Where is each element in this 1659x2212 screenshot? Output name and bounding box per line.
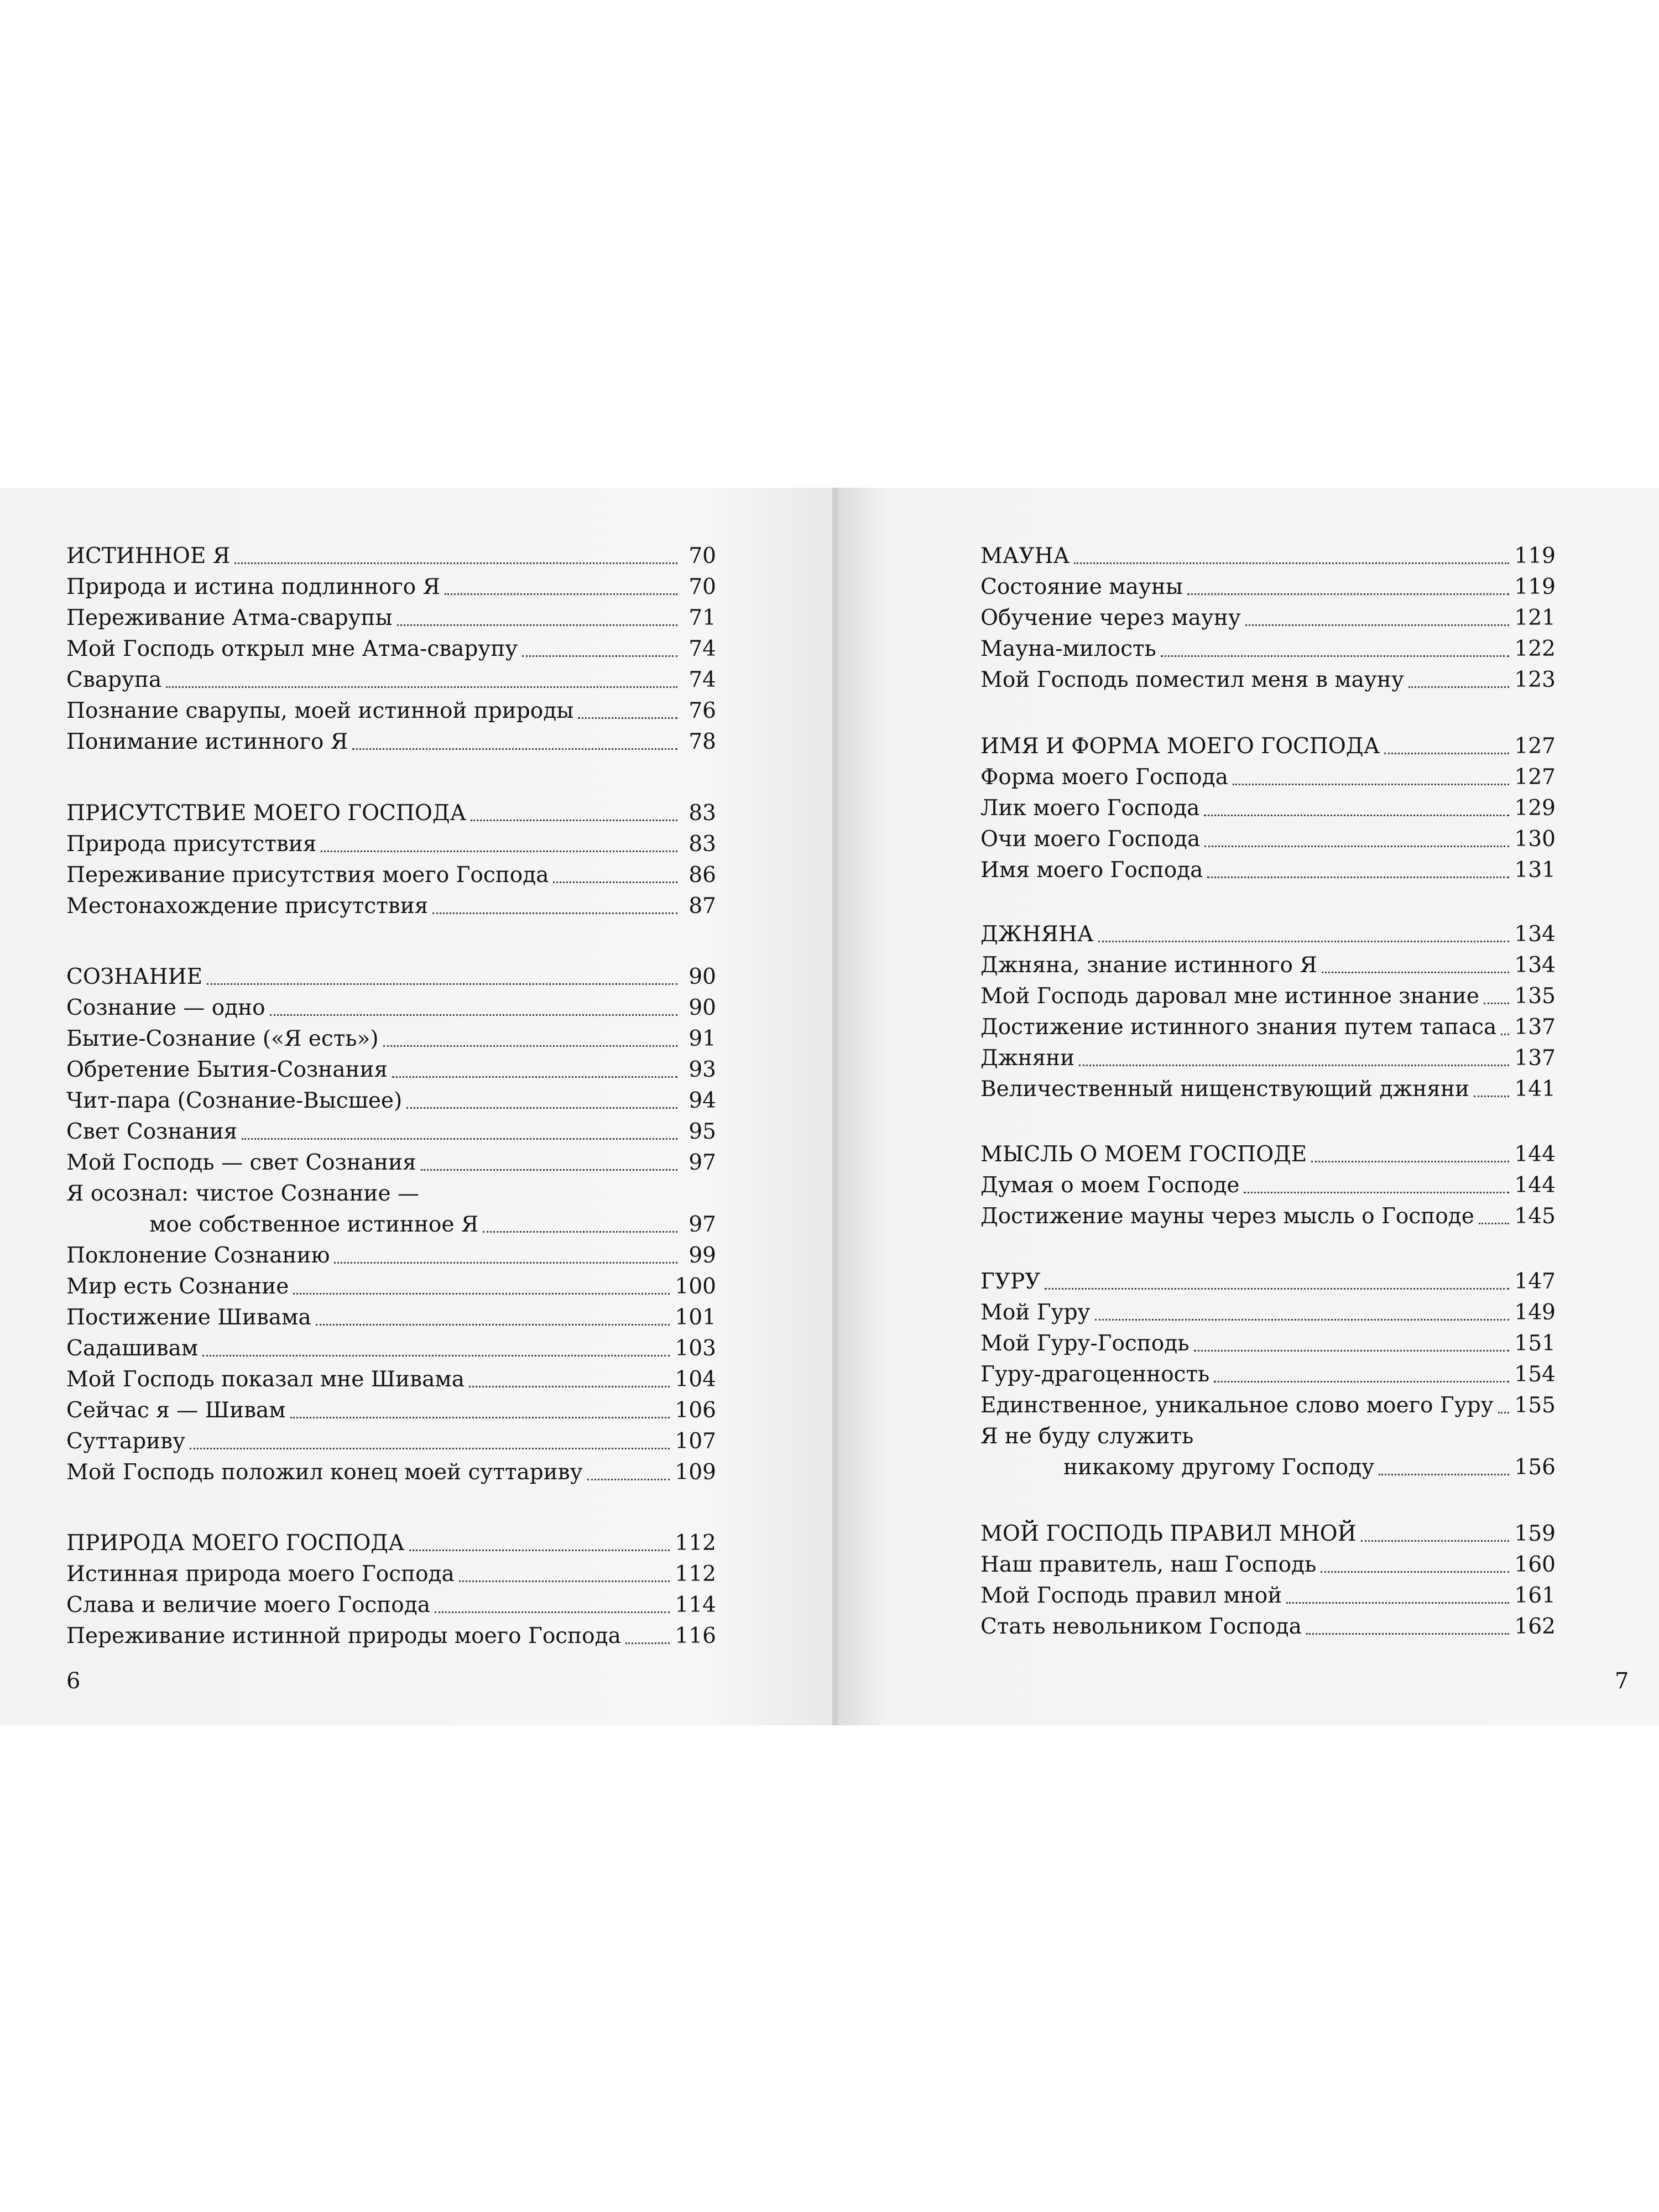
dot-leader bbox=[397, 622, 677, 626]
toc-entry bbox=[980, 981, 1556, 1012]
toc-entry bbox=[980, 1170, 1556, 1201]
entry-page: 127 bbox=[1514, 765, 1556, 790]
dot-leader bbox=[321, 848, 677, 852]
entry-title: Слава и величие моего Господа bbox=[66, 1593, 431, 1618]
entry-page: 144 bbox=[1514, 1173, 1556, 1198]
entry-page: 149 bbox=[1514, 1300, 1556, 1325]
toc-entry bbox=[66, 634, 716, 665]
dot-leader bbox=[1204, 812, 1509, 816]
toc-entry bbox=[66, 603, 716, 634]
entry-page: 83 bbox=[688, 801, 716, 826]
dot-leader bbox=[1079, 1062, 1509, 1066]
dot-leader bbox=[553, 879, 677, 883]
section-title: ПРИРОДА МОЕГО ГОСПОДА bbox=[66, 1531, 405, 1556]
toc-entry bbox=[980, 793, 1556, 824]
entry-title: Сейчас я — Шивам bbox=[66, 1398, 286, 1423]
entry-title: Имя моего Господа bbox=[980, 858, 1203, 883]
dot-leader bbox=[207, 981, 677, 985]
entry-title: Поклонение Сознанию bbox=[66, 1243, 330, 1268]
dot-leader bbox=[578, 715, 677, 719]
entry-page: 106 bbox=[675, 1398, 716, 1423]
entry-page: 74 bbox=[688, 637, 716, 661]
toc-entry bbox=[980, 1452, 1556, 1483]
entry-page: 144 bbox=[1514, 1142, 1556, 1167]
dot-leader bbox=[1384, 750, 1509, 754]
toc-entry bbox=[66, 665, 716, 696]
entry-title: Мой Господь даровал мне истинное знание bbox=[980, 984, 1479, 1009]
toc-entry bbox=[980, 1580, 1556, 1611]
toc-entry bbox=[66, 829, 716, 860]
entry-title: Я осознал: чистое Сознание — bbox=[66, 1181, 419, 1206]
entry-page: 100 bbox=[675, 1274, 716, 1299]
section-title: МОЙ ГОСПОДЬ ПРАВИЛ МНОЙ bbox=[980, 1521, 1357, 1546]
section-title: ПРИСУТСТВИЕ МОЕГО ГОСПОДА bbox=[66, 801, 467, 826]
entry-title: никакому другому Господу bbox=[1063, 1455, 1375, 1480]
entry-title: Достижение мауны через мысль о Господе bbox=[980, 1204, 1474, 1229]
toc-entry bbox=[66, 1590, 716, 1621]
entry-title: Мой Гуру bbox=[980, 1300, 1091, 1325]
toc-entry bbox=[66, 1271, 716, 1302]
entry-page: 122 bbox=[1514, 637, 1556, 661]
entry-title: Стать невольником Господа bbox=[980, 1614, 1302, 1639]
entry-title: ИСТИННОЕ Я bbox=[66, 544, 231, 568]
toc-entry bbox=[980, 1390, 1556, 1421]
entry-page: 119 bbox=[1514, 544, 1556, 568]
entry-page: 134 bbox=[1514, 953, 1556, 978]
section-title: ДЖНЯНА bbox=[980, 922, 1094, 947]
toc-entry bbox=[980, 762, 1556, 793]
toc-entry bbox=[980, 1359, 1556, 1390]
dot-leader bbox=[1286, 1600, 1509, 1604]
entry-title: мое собственное истинное Я bbox=[149, 1212, 479, 1237]
dot-leader bbox=[334, 1260, 677, 1264]
entry-title: Истинная природа моего Господа bbox=[66, 1562, 455, 1587]
toc-entry bbox=[980, 572, 1556, 603]
entry-page: 147 bbox=[1514, 1269, 1556, 1294]
toc-section bbox=[66, 1528, 716, 1559]
dot-leader bbox=[1074, 560, 1509, 564]
entry-title: Я не буду служить bbox=[980, 1424, 1194, 1449]
entry-page: 109 bbox=[675, 1460, 716, 1485]
dot-leader bbox=[1214, 1379, 1509, 1383]
entry-page: 127 bbox=[1514, 734, 1556, 759]
toc-entry bbox=[980, 1043, 1556, 1074]
dot-leader bbox=[406, 1105, 677, 1109]
entry-page: 71 bbox=[688, 606, 716, 630]
page-number-right: 7 bbox=[1615, 1668, 1629, 1694]
entry-page: 97 bbox=[688, 1212, 716, 1237]
entry-page: 93 bbox=[688, 1057, 716, 1082]
toc-entry bbox=[66, 1117, 716, 1147]
toc-entry bbox=[66, 1024, 716, 1055]
dot-leader bbox=[234, 560, 677, 564]
entry-page: 130 bbox=[1514, 827, 1556, 852]
dot-leader bbox=[432, 910, 677, 914]
toc-entry bbox=[980, 634, 1556, 665]
toc-entry bbox=[980, 1611, 1556, 1642]
entry-page: 95 bbox=[688, 1119, 716, 1144]
entry-title: Джняни bbox=[980, 1046, 1075, 1071]
dot-leader bbox=[409, 1547, 670, 1551]
toc-entry bbox=[66, 993, 716, 1024]
toc-entry bbox=[66, 1086, 716, 1117]
toc-entry bbox=[980, 1074, 1556, 1105]
entry-page: 97 bbox=[688, 1150, 716, 1175]
entry-page: 156 bbox=[1514, 1455, 1556, 1480]
dot-leader bbox=[1474, 1093, 1509, 1097]
dot-leader bbox=[166, 684, 677, 688]
entry-page: 135 bbox=[1514, 984, 1556, 1009]
entry-page: 131 bbox=[1514, 858, 1556, 883]
dot-leader bbox=[1245, 622, 1509, 626]
dot-leader bbox=[1501, 1031, 1509, 1035]
toc-entry bbox=[980, 950, 1556, 981]
entry-page: 112 bbox=[675, 1562, 716, 1587]
entry-title: Мир есть Сознание bbox=[66, 1274, 289, 1299]
entry-page: 121 bbox=[1514, 606, 1556, 630]
entry-title: Мауна-милость bbox=[980, 637, 1156, 661]
toc-entry bbox=[66, 1178, 716, 1209]
entry-page: 90 bbox=[688, 964, 716, 989]
entry-title: Садашивам bbox=[66, 1336, 199, 1361]
entry-page: 94 bbox=[688, 1088, 716, 1113]
toc-entry bbox=[66, 1055, 716, 1086]
dot-leader bbox=[1311, 1159, 1509, 1162]
toc-entry bbox=[980, 824, 1556, 855]
toc-entry bbox=[66, 696, 716, 727]
entry-page: 91 bbox=[688, 1026, 716, 1051]
entry-title: Наш правитель, наш Господь bbox=[980, 1552, 1317, 1577]
toc-entry bbox=[980, 603, 1556, 634]
toc-entry bbox=[980, 1421, 1556, 1452]
entry-page: 160 bbox=[1514, 1552, 1556, 1577]
dot-leader bbox=[392, 1074, 677, 1078]
dot-leader bbox=[435, 1609, 670, 1613]
dot-leader bbox=[522, 653, 677, 657]
entry-title: Величественный нищенствующий джняни bbox=[980, 1077, 1469, 1102]
dot-leader bbox=[1361, 1538, 1509, 1542]
entry-title: Гуру-драгоценность bbox=[980, 1362, 1210, 1387]
entry-page: 90 bbox=[688, 995, 716, 1020]
entry-title: Понимание истинного Я bbox=[66, 729, 348, 754]
entry-title: Очи моего Господа bbox=[980, 827, 1201, 852]
dot-leader bbox=[1194, 1348, 1509, 1352]
entry-page: 70 bbox=[688, 544, 716, 568]
dot-leader bbox=[383, 1043, 677, 1047]
entry-title: Познание сварупы, моей истинной природы bbox=[66, 698, 574, 723]
entry-title: Единственное, уникальное слово моего Гуру bbox=[980, 1393, 1494, 1418]
toc-section bbox=[980, 1266, 1556, 1297]
dot-leader bbox=[190, 1446, 669, 1449]
toc-entry bbox=[66, 1240, 716, 1271]
toc-entry bbox=[980, 1550, 1556, 1580]
entry-title: Природа и истина подлинного Я bbox=[66, 575, 441, 599]
toc-entry bbox=[66, 1559, 716, 1590]
entry-title: Достижение истинного знания путем тапаса bbox=[980, 1015, 1497, 1040]
dot-leader bbox=[469, 1384, 670, 1387]
entry-page: 76 bbox=[688, 698, 716, 723]
entry-title: Обучение через мауну bbox=[980, 606, 1241, 630]
entry-title: Бытие-Сознание («Я есть») bbox=[66, 1026, 379, 1051]
toc-entry bbox=[66, 1302, 716, 1333]
section-title: ГУРУ bbox=[980, 1269, 1041, 1294]
toc-entry bbox=[66, 1147, 716, 1178]
dot-leader bbox=[483, 1229, 677, 1233]
entry-title: Местонахождение присутствия bbox=[66, 894, 429, 919]
section-title: СОЗНАНИЕ bbox=[66, 964, 203, 989]
entry-page: 151 bbox=[1514, 1331, 1556, 1356]
dot-leader bbox=[1045, 1286, 1509, 1290]
entry-page: 123 bbox=[1514, 667, 1556, 692]
entry-title: Мой Господь показал мне Шивама bbox=[66, 1367, 465, 1392]
toc-section bbox=[980, 919, 1556, 950]
dot-leader bbox=[1187, 591, 1509, 595]
dot-leader bbox=[242, 1136, 677, 1140]
entry-title: Мой Господь открыл мне Атма-сварупу bbox=[66, 637, 518, 661]
dot-leader bbox=[587, 1477, 670, 1480]
toc-section bbox=[980, 731, 1556, 762]
entry-title: Сознание — одно bbox=[66, 995, 265, 1020]
entry-page: 86 bbox=[688, 863, 716, 888]
right-page bbox=[838, 488, 1659, 1725]
dot-leader bbox=[1321, 1569, 1509, 1573]
entry-title: Мой Господь положил конец моей суттариву bbox=[66, 1460, 583, 1485]
entry-page: 107 bbox=[675, 1429, 716, 1454]
dot-leader bbox=[421, 1167, 677, 1171]
entry-title: Переживание Атма-сварупы bbox=[66, 606, 393, 630]
entry-title: Свет Сознания bbox=[66, 1119, 238, 1144]
entry-page: 154 bbox=[1514, 1362, 1556, 1387]
dot-leader bbox=[290, 1415, 670, 1418]
toc-entry bbox=[66, 1333, 716, 1364]
entry-title: Переживание присутствия моего Господа bbox=[66, 863, 549, 888]
entry-page: 161 bbox=[1514, 1583, 1556, 1608]
entry-page: 78 bbox=[688, 729, 716, 754]
dot-leader bbox=[1095, 1317, 1509, 1321]
entry-title: Думая о моем Господе bbox=[980, 1173, 1240, 1198]
entry-title: Лик моего Господа bbox=[980, 796, 1200, 821]
page-number-left: 6 bbox=[66, 1668, 81, 1694]
entry-page: 101 bbox=[675, 1305, 716, 1330]
toc-entry bbox=[980, 1328, 1556, 1359]
toc-entry bbox=[66, 1364, 716, 1395]
entry-title: Мой Господь — свет Сознания bbox=[66, 1150, 416, 1175]
dot-leader bbox=[471, 817, 677, 821]
entry-title: Природа присутствия bbox=[66, 832, 317, 857]
toc-entry bbox=[66, 572, 716, 603]
toc-entry bbox=[980, 1012, 1556, 1043]
toc-section bbox=[980, 1139, 1556, 1170]
entry-page: 119 bbox=[1514, 575, 1556, 599]
entry-page: 145 bbox=[1514, 1204, 1556, 1229]
toc-entry bbox=[66, 1209, 716, 1240]
entry-page: 134 bbox=[1514, 922, 1556, 947]
dot-leader bbox=[1207, 874, 1509, 878]
entry-page: 83 bbox=[688, 832, 716, 857]
entry-page: 112 bbox=[675, 1531, 716, 1556]
section-title: ИМЯ И ФОРМА МОЕГО ГОСПОДА bbox=[980, 734, 1380, 759]
dot-leader bbox=[1479, 1220, 1509, 1224]
dot-leader bbox=[316, 1322, 670, 1326]
dot-leader bbox=[445, 591, 677, 595]
entry-title: Мой Господь правил мной bbox=[980, 1583, 1282, 1608]
entry-title: Постижение Шивама bbox=[66, 1305, 311, 1330]
dot-leader bbox=[1498, 1410, 1509, 1413]
toc-section bbox=[66, 962, 716, 993]
entry-page: 159 bbox=[1514, 1521, 1556, 1546]
entry-page: 99 bbox=[688, 1243, 716, 1268]
entry-title: Мой Господь поместил меня в мауну bbox=[980, 667, 1404, 692]
entry-title: Форма моего Господа bbox=[980, 765, 1228, 790]
entry-title: Суттариву bbox=[66, 1429, 186, 1454]
toc-entry bbox=[66, 1426, 716, 1457]
entry-title: Переживание истинной природы моего Господа bbox=[66, 1624, 621, 1648]
left-page bbox=[0, 488, 832, 1725]
entry-page: 74 bbox=[688, 667, 716, 692]
entry-title: Обретение Бытия-Сознания bbox=[66, 1057, 388, 1082]
toc-entry bbox=[66, 1395, 716, 1426]
dot-leader bbox=[1161, 653, 1509, 657]
entry-page: 137 bbox=[1514, 1046, 1556, 1071]
toc-entry bbox=[980, 1297, 1556, 1328]
dot-leader bbox=[202, 1353, 669, 1357]
dot-leader bbox=[1484, 1000, 1509, 1004]
dot-leader bbox=[1306, 1631, 1509, 1635]
entry-page: 70 bbox=[688, 575, 716, 599]
entry-title: Чит-пара (Сознание-Высшее) bbox=[66, 1088, 403, 1113]
entry-page: 162 bbox=[1514, 1614, 1556, 1639]
toc-entry bbox=[66, 541, 716, 572]
entry-page: 114 bbox=[675, 1593, 716, 1618]
dot-leader bbox=[1379, 1472, 1509, 1475]
dot-leader bbox=[1233, 781, 1509, 785]
dot-leader bbox=[625, 1640, 670, 1644]
dot-leader bbox=[459, 1578, 670, 1582]
dot-leader bbox=[1322, 969, 1509, 973]
entry-page: 104 bbox=[675, 1367, 716, 1392]
toc-entry bbox=[66, 1457, 716, 1488]
entry-page: 87 bbox=[688, 894, 716, 919]
toc-section bbox=[980, 541, 1556, 572]
book-gutter bbox=[832, 488, 838, 1725]
entry-page: 155 bbox=[1514, 1393, 1556, 1418]
toc-entry bbox=[980, 1201, 1556, 1232]
dot-leader bbox=[293, 1291, 669, 1295]
entry-title: Состояние мауны bbox=[980, 575, 1183, 599]
dot-leader bbox=[1098, 938, 1509, 942]
entry-title: Джняна, знание истинного Я bbox=[980, 953, 1317, 978]
dot-leader bbox=[1244, 1190, 1509, 1193]
section-title: МАУНА bbox=[980, 544, 1070, 568]
entry-page: 141 bbox=[1514, 1077, 1556, 1102]
toc-entry bbox=[66, 727, 716, 758]
toc-entry bbox=[66, 860, 716, 891]
dot-leader bbox=[352, 746, 677, 750]
toc-entry bbox=[980, 855, 1556, 886]
toc-entry bbox=[66, 1621, 716, 1652]
entry-page: 103 bbox=[675, 1336, 716, 1361]
dot-leader bbox=[1408, 684, 1509, 688]
entry-page: 116 bbox=[675, 1624, 716, 1648]
entry-title: Сварупа bbox=[66, 667, 162, 692]
entry-title: Мой Гуру-Господь bbox=[980, 1331, 1190, 1356]
section-title: МЫСЛЬ О МОЕМ ГОСПОДЕ bbox=[980, 1142, 1307, 1167]
toc-entry bbox=[66, 891, 716, 922]
dot-leader bbox=[1204, 843, 1509, 847]
entry-page: 129 bbox=[1514, 796, 1556, 821]
toc-entry bbox=[980, 665, 1556, 696]
entry-page: 137 bbox=[1514, 1015, 1556, 1040]
toc-section bbox=[980, 1519, 1556, 1550]
dot-leader bbox=[270, 1012, 677, 1016]
toc-section bbox=[66, 798, 716, 829]
